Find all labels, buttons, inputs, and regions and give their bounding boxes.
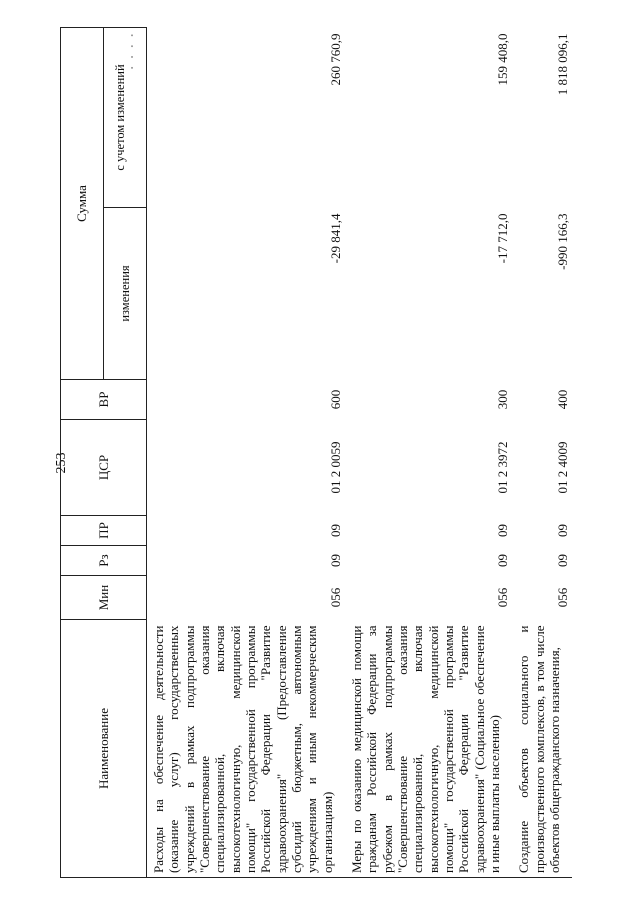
row-total: 260 760,9 <box>327 33 343 86</box>
row-csr: 01 2 0059 <box>327 441 343 494</box>
row-rz: 09 <box>554 554 570 567</box>
row-pr: 09 <box>554 524 570 537</box>
header-csr: ЦСР <box>61 420 147 516</box>
row-vr: 300 <box>494 389 510 410</box>
table-row <box>512 28 572 878</box>
row-pr: 09 <box>327 524 343 537</box>
row-change: -17 712,0 <box>494 213 510 264</box>
budget-table <box>60 27 572 878</box>
header-changes: изменения <box>104 208 147 380</box>
row-min: 056 <box>494 587 510 608</box>
header-vr: ВР <box>61 380 147 420</box>
row-csr: 01 2 3972 <box>494 441 510 494</box>
header-min: Мин <box>61 576 147 620</box>
header-name: Наименование <box>61 620 147 878</box>
header-with-changes: с учетом изменений <box>113 64 128 171</box>
row-name: Расходы на обеспечение деятельности (оказание услуг) государственных учреждений в рамках подпрограммы "Совершенствование оказания специализированной, включая высокотехнологичную, медицинской помощи" государственной программы Российской Федерации "Развитие здравоохранения" (Предоставление субсидий бюджетным, автономным учреждениям и иным некоммерческим организациям) <box>147 620 345 878</box>
header-pr: ПР <box>61 516 147 546</box>
row-rz: 09 <box>327 554 343 567</box>
row-total: 1 818 096,1 <box>554 33 570 96</box>
row-csr: 01 2 4009 <box>554 441 570 494</box>
table-row <box>147 28 345 878</box>
row-total: 159 408,0 <box>494 33 510 86</box>
header-with-changes-cell <box>104 28 147 208</box>
row-vr: 600 <box>327 389 343 410</box>
row-change: -29 841,4 <box>327 213 343 264</box>
page-number: 253 <box>54 452 69 474</box>
row-pr: 09 <box>494 524 510 537</box>
header-row-top <box>61 28 104 878</box>
row-min: 056 <box>554 587 570 608</box>
row-name: Создание объектов социального и производственного комплексов, в том числе объектов общегражданского назначения, <box>512 620 572 878</box>
header-rz: Рз <box>61 546 147 576</box>
row-rz: 09 <box>494 554 510 567</box>
row-min: 056 <box>327 587 343 608</box>
row-name: Меры по оказанию медицинской помощи гражданам Российской Федерации за рубежом в рамках подпрограммы "Совершенствование оказания специализированной, включая высокотехнологичную, медицинской помощи" государственной программы Российской Федерации "Развитие здравоохранения" (Социальное обеспечение и иные выплаты населению) <box>345 620 512 878</box>
row-vr: 400 <box>554 389 570 410</box>
budget-table-sheet <box>60 28 580 878</box>
table-row <box>345 28 512 878</box>
row-change: -990 166,3 <box>554 213 570 270</box>
header-sum: Сумма <box>61 28 104 380</box>
faint-dots-decoration: • • • • <box>127 31 137 70</box>
